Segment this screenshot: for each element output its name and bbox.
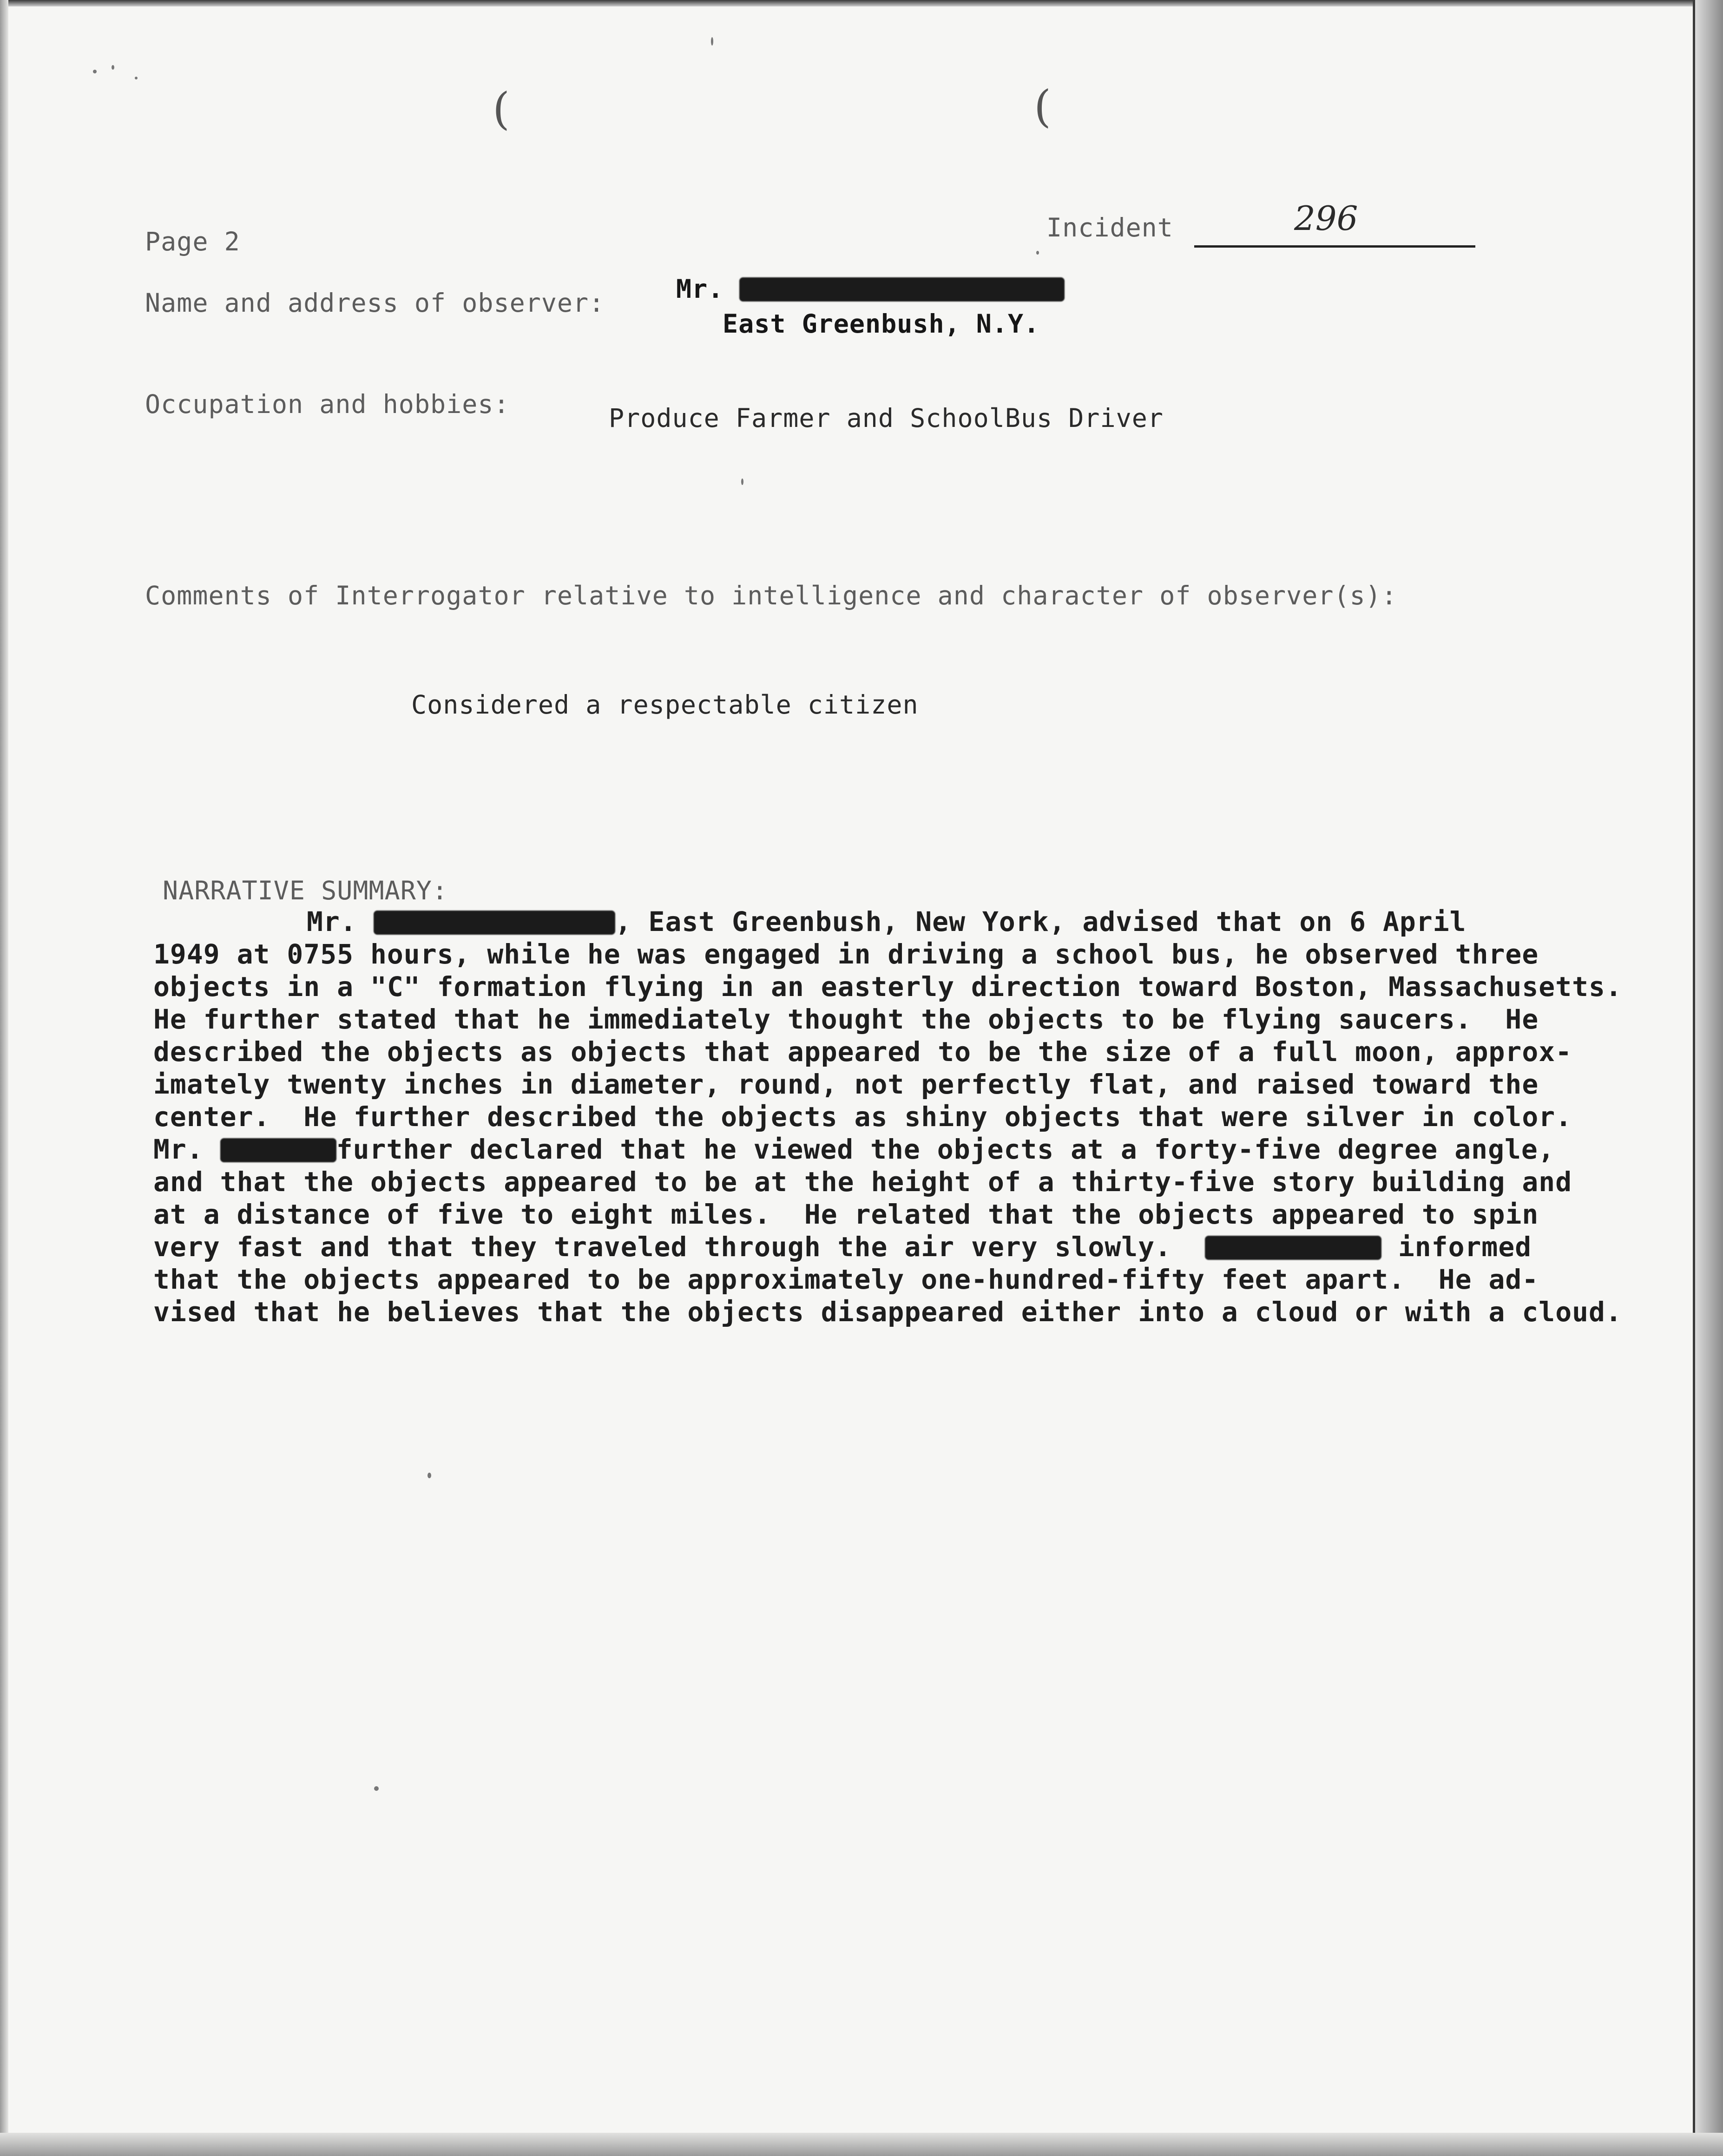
narrative-line: Mr. further declared that he viewed the objects at a forty-five degree angle, — [153, 1134, 1555, 1165]
scan-speck — [711, 37, 713, 46]
scan-speck — [1036, 251, 1039, 255]
incident-label: Incident — [1046, 213, 1173, 242]
narrative-line: Mr. , East Greenbush, New York, advised that on 6 April — [307, 906, 1467, 937]
comments-label: Comments of Interrogator relative to intelligence and character of observer(s): — [145, 581, 1397, 610]
scan-speck — [374, 1786, 379, 1791]
narrative-line: described the objects as objects that appeared to be the size of a full moon, approx- — [153, 1036, 1572, 1068]
scan-speck — [112, 65, 114, 70]
narrative-line: vised that he believes that the objects disappeared either into a cloud or with a cloud. — [153, 1296, 1622, 1328]
redacted-name — [374, 911, 615, 935]
occupation-label: Occupation and hobbies: — [145, 389, 510, 419]
narrative-line: that the objects appeared to be approximately one-hundred-fifty feet apart. He ad- — [153, 1264, 1539, 1295]
narrative-line: imately twenty inches in diameter, round, not perfectly flat, and raised toward the — [153, 1068, 1539, 1100]
narrative-line: objects in a "C" formation flying in an easterly direction toward Boston, Massachusetts. — [153, 971, 1622, 1003]
observer-name-line — [676, 274, 1065, 304]
narrative-line: center. He further described the objects as shiny objects that were silver in color. — [153, 1101, 1572, 1133]
observer-label: Name and address of observer: — [145, 288, 605, 318]
comments-value: Considered a respectable citizen — [411, 690, 919, 720]
redacted-name — [220, 1138, 336, 1162]
narrative-line: at a distance of five to eight miles. He related that the objects appeared to spin — [153, 1199, 1539, 1230]
incident-number: 296 — [1294, 199, 1358, 238]
narrative-line: very fast and that they traveled through the air very slowly. informed — [153, 1231, 1532, 1263]
scan-edge-top — [0, 0, 1723, 7]
incident-underline — [1194, 245, 1475, 248]
scan-edge-right — [1695, 0, 1723, 2156]
narrative-line: and that the objects appeared to be at the height of a thirty-five story building and — [153, 1166, 1572, 1198]
scan-speck — [93, 70, 97, 73]
narrative-line: 1949 at 0755 hours, while he was engaged in driving a school bus, he observed three — [153, 938, 1539, 970]
scan-speck — [135, 77, 138, 79]
narrative-line: He further stated that he immediately thought the objects to be flying saucers. He — [153, 1003, 1539, 1035]
observer-prefix: Mr. — [676, 274, 724, 304]
narrative-heading: NARRATIVE SUMMARY: — [163, 876, 448, 905]
binding-mark-left: ( — [493, 84, 510, 135]
scan-speck — [427, 1473, 431, 1478]
scan-edge-bottom — [0, 2133, 1723, 2156]
scan-speck — [741, 478, 743, 485]
page-number: Page 2 — [145, 227, 240, 256]
occupation-value: Produce Farmer and SchoolBus Driver — [609, 403, 1164, 433]
observer-address: East Greenbush, N.Y. — [723, 309, 1040, 339]
scan-edge-left — [0, 0, 8, 2156]
redacted-name — [1205, 1236, 1381, 1260]
redacted-name — [739, 277, 1065, 301]
binding-mark-right: ( — [1034, 81, 1052, 132]
